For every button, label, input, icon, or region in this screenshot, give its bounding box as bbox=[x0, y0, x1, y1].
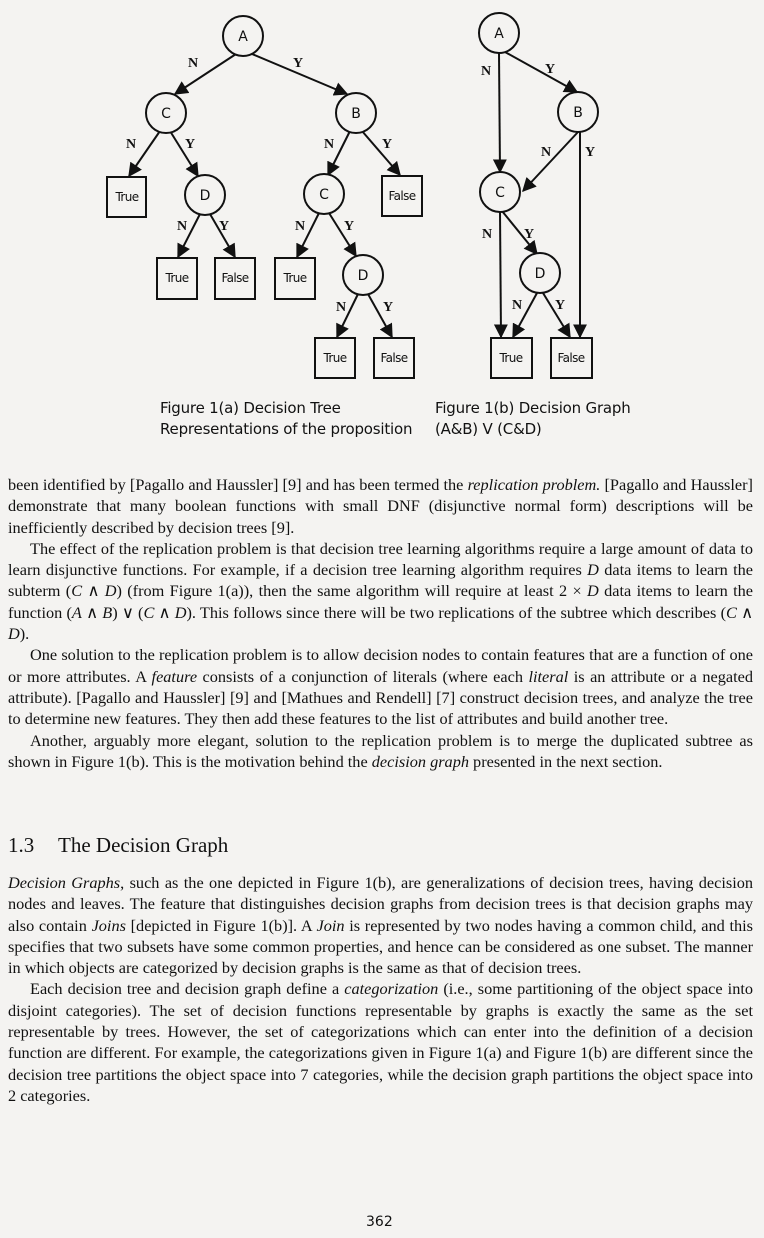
svg-text:Y: Y bbox=[184, 137, 196, 152]
svg-text:Y: Y bbox=[554, 298, 566, 313]
svg-text:Y: Y bbox=[584, 145, 596, 160]
decision-diagrams bbox=[0, 0, 764, 460]
svg-text:N: N bbox=[187, 56, 199, 71]
figure-1 bbox=[0, 0, 764, 460]
svg-text:A: A bbox=[494, 26, 504, 42]
section-heading bbox=[8, 833, 228, 858]
svg-text:C: C bbox=[319, 187, 329, 203]
svg-text:N: N bbox=[176, 219, 188, 234]
paragraph: Each decision tree and decision graph define a categorization (i.e., some partitioning of the object space into disjoint categories). The set of decision functions representable by graphs is exactly the same as the set representable by trees. However, the set of categorizations which can enter into the definition of a decision function are different. For example, the categorizations given in Figure 1(a) and Figure 1(b) are different since the decision tree partitions the object space into 7 categories, while the decision graph partitions the object space into 2 categories. bbox=[8, 979, 753, 1105]
svg-text:Y: Y bbox=[523, 227, 535, 242]
caption-line: Figure 1(a) Decision Tree bbox=[160, 399, 341, 417]
term-decision-graph: decision graph bbox=[371, 751, 469, 771]
svg-text:N: N bbox=[335, 300, 347, 315]
figure-1b-caption bbox=[435, 398, 631, 440]
caption-line: (A&B) V (C&D) bbox=[435, 420, 542, 438]
paragraph: been identified by [Pagallo and Haussler] [9] and has been termed the replication problem. [Pagallo and Haussler] demonstrate that many boolean functions with small DNF (disjunctive normal form) descriptions will be inefficiently described by decision trees [9]. bbox=[8, 475, 753, 537]
svg-text:True: True bbox=[323, 351, 347, 365]
svg-text:True: True bbox=[115, 190, 139, 204]
svg-text:Y: Y bbox=[218, 219, 230, 234]
section-number: 1.3 bbox=[8, 833, 35, 857]
section-title: The Decision Graph bbox=[58, 833, 229, 857]
page-number: 362 bbox=[366, 1214, 393, 1230]
svg-text:Y: Y bbox=[292, 56, 304, 71]
svg-text:N: N bbox=[323, 137, 335, 152]
svg-text:D: D bbox=[199, 188, 211, 204]
svg-text:True: True bbox=[283, 271, 307, 285]
paragraph: Another, arguably more elegant, solution to the replication problem is to merge the duplicated subtree as shown in Figure 1(b). This is the motivation behind the decision graph presented in the next section. bbox=[8, 730, 753, 771]
term-literal: literal bbox=[528, 666, 569, 686]
paragraph: The effect of the replication problem is that decision tree learning algorithms require a large amount of data to learn disjunctive functions. For example, if a decision tree learning algorithm requires D data items to learn the subterm (C ∧ D) (from Figure 1(a)), then the same algorithm will require at least 2 × D data items to learn the function (A ∧ B) ∨ (C ∧ D). This follows since there will be two replications of the subtree which describes (C ∧ D). bbox=[8, 538, 754, 644]
svg-text:N: N bbox=[540, 145, 552, 160]
section-1-3-text bbox=[8, 872, 753, 1106]
caption-line: Figure 1(b) Decision Graph bbox=[435, 399, 631, 417]
svg-text:D: D bbox=[357, 268, 369, 284]
term-feature: feature bbox=[151, 666, 198, 686]
svg-text:N: N bbox=[511, 298, 523, 313]
term-joins: Joins bbox=[91, 915, 126, 935]
svg-text:False: False bbox=[388, 189, 416, 203]
svg-text:Y: Y bbox=[382, 300, 394, 315]
svg-text:N: N bbox=[481, 227, 493, 242]
svg-text:False: False bbox=[380, 351, 408, 365]
term-replication-problem: replication problem. bbox=[467, 475, 601, 494]
svg-text:C: C bbox=[495, 185, 505, 201]
svg-text:Y: Y bbox=[544, 62, 556, 77]
svg-text:False: False bbox=[221, 271, 249, 285]
svg-text:D: D bbox=[534, 266, 546, 282]
svg-text:N: N bbox=[294, 219, 306, 234]
svg-text:Y: Y bbox=[343, 219, 355, 234]
svg-text:A: A bbox=[238, 29, 248, 45]
paragraph: One solution to the replication problem is to allow decision nodes to contain features that are a function of one or more attributes. A feature consists of a conjunction of literals (where each literal is an attribute or a negated attribute). [Pagallo and Haussler] [9] and [Mathues and Rendell] [7] construct decision trees, and analyze the tree to determine new features. They then add these features to the list of attributes and build another tree. bbox=[8, 645, 753, 729]
previous-section-text bbox=[8, 474, 753, 772]
svg-text:True: True bbox=[165, 271, 189, 285]
svg-text:Y: Y bbox=[381, 137, 393, 152]
svg-text:False: False bbox=[557, 351, 585, 365]
svg-text:B: B bbox=[351, 106, 361, 122]
paragraph: Decision Graphs, such as the one depicted in Figure 1(b), are generalizations of decision trees, having decision nodes and leaves. The feature that distinguishes decision graphs from decision trees is that decision graphs may also contain Joins [depicted in Figure 1(b)]. A Join is represented by two nodes having a common child, and this specifies that two subsets have some common properties, and hence can be considered as one subset. The manner in which objects are categorized by decision graphs is the same as that of decision trees. bbox=[8, 873, 754, 978]
svg-text:C: C bbox=[161, 106, 171, 122]
svg-text:B: B bbox=[573, 105, 583, 121]
term-join: Join bbox=[316, 915, 345, 935]
caption-line: Representations of the proposition bbox=[160, 420, 413, 438]
svg-text:N: N bbox=[480, 64, 492, 79]
svg-text:N: N bbox=[125, 137, 137, 152]
figure-1a-caption bbox=[160, 398, 412, 440]
term-decision-graphs: Decision Graphs bbox=[8, 873, 121, 892]
svg-text:True: True bbox=[499, 351, 523, 365]
term-categorization: categorization bbox=[344, 979, 439, 999]
